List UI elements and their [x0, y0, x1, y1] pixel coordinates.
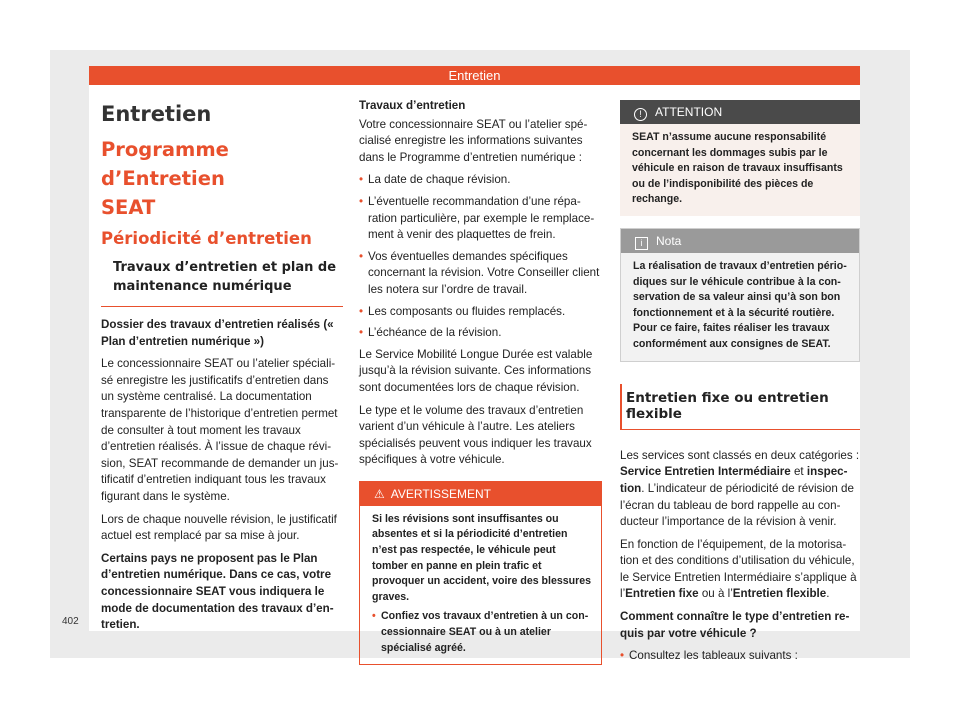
paragraph: Le Service Mobilité Longue Durée est valable jusqu’à la révision suivante. Ces informations sont documentées lors de chaque révision. [359, 347, 593, 394]
page-title: Entretien [101, 102, 212, 126]
paragraph: Le concessionnaire SEAT ou l’atelier spécialisé enregistre les justificatifs d’entretien dans un système centralisé. La documentation transparente de l’historique d’entretien permet de consulter à tout moment les travaux d’entretien réalisés. À l’issue de chaque révision, SEAT recommande de demander un justificatif d’entretien indiquant tous les travaux figurant dans le système. [101, 357, 339, 503]
paragraph: En fonction de l’équipement, de la motorisation et des conditions d’utilisation du véhicule, le Service Entretien Intermédiaire s’applique à l’Entretien fixe ou à l’Entretien flexible. [620, 537, 857, 601]
note-body: La réalisation de travaux d’entretien périodiques sur le véhicule contribue à la conservation de sa valeur ainsi qu’à son bon fonctionnement et à la sécurité routière. Pour ce faire, faites réaliser les travaux conformément aux consignes de SEAT. [633, 259, 847, 350]
chapter-header: Entretien [89, 66, 860, 85]
warning-body [360, 506, 601, 664]
list-item: • Les composants ou fluides remplacés. [359, 304, 602, 321]
subheading-block [101, 258, 343, 307]
section-heading: Programme d’Entretien SEAT [101, 138, 229, 219]
question: Comment connaître le type d’entretien requis par votre véhicule ? [620, 610, 850, 640]
list-item: • L’échéance de la révision. [359, 325, 602, 342]
list-item: • L’éventuelle recommandation d’une réparation particulière, par exemple le remplacement à venir des plaquettes de frein. [359, 194, 602, 244]
section-title: Entretien fixe ou entretien flexible [620, 384, 860, 430]
paragraph-title: Travaux d’entretien [359, 99, 466, 112]
column-left [101, 95, 343, 640]
paragraph: Le type et le volume des travaux d’entretien varient d’un véhicule à l’autre. Les ateliers spécialisés peuvent vous indiquer les travaux spécifiques à votre véhicule. [359, 403, 592, 467]
warning-triangle-icon: ⚠ [374, 486, 385, 501]
column-right [620, 100, 860, 670]
attention-box [620, 100, 860, 216]
warning-box [359, 481, 602, 665]
warning-header: ⚠ AVERTISSEMENT [360, 482, 601, 506]
note-header: i Nota [621, 229, 859, 253]
paragraph: Lors de chaque nouvelle révision, le justificatif actuel est remplacé par sa mise à jour. [101, 512, 337, 543]
info-icon: i [635, 237, 648, 250]
paragraph: Votre concessionnaire SEAT ou l’atelier spécialisé enregistre les informations suivantes dans le Programme d’entretien numérique : [359, 117, 588, 164]
exclamation-circle-icon: ! [634, 108, 647, 121]
topic-heading: Travaux d’entretien et plan de maintenance numérique [113, 260, 337, 294]
column-middle [359, 98, 602, 665]
paragraph-bold: Certains pays ne proposent pas le Plan d’entretien numérique. Dans ce cas, votre concessionnaire SEAT vous indiquera le mode de documentation des travaux d’entretien. [101, 551, 334, 632]
page-number: 402 [62, 616, 79, 627]
list-item: • Consultez les tableaux suivants : [620, 648, 860, 665]
warning-bullet: • Confiez vos travaux d’entretien à un concessionnaire SEAT ou à un atelier spécialisé agréé. [372, 609, 591, 656]
list-item: • Vos éventuelles demandes spécifiques concernant la révision. Votre Conseiller client les notera sur l’ordre de travail. [359, 249, 602, 299]
note-box [620, 228, 860, 362]
subsection-heading: Périodicité d’entretien [101, 229, 312, 248]
dossier-title: Dossier des travaux d’entretien réalisés (« Plan d’entretien numérique ») [101, 318, 334, 348]
list-item: • La date de chaque révision. [359, 172, 602, 189]
bullet-list [359, 172, 602, 341]
paragraph: Les services sont classés en deux catégories : Service Entretien Intermédiaire et inspection. L’indicateur de périodicité de révision de l’écran du tableau de bord rappelle au conducteur l’importance de la révision à venir. [620, 448, 860, 529]
attention-body: SEAT n’assume aucune responsabilité concernant les dommages subis par le véhicule en raison de travaux insuffisants ou de l’indisponibilité des pièces de rechange. [632, 131, 843, 206]
warning-text: Si les révisions sont insuffisantes ou absentes et si la périodicité d’entretien n’est pas respectée, le véhicule peut tomber en panne en plein trafic et provoquer un accident, voire des blessures graves. [372, 512, 592, 603]
attention-header: ! ATTENTION [620, 100, 860, 124]
